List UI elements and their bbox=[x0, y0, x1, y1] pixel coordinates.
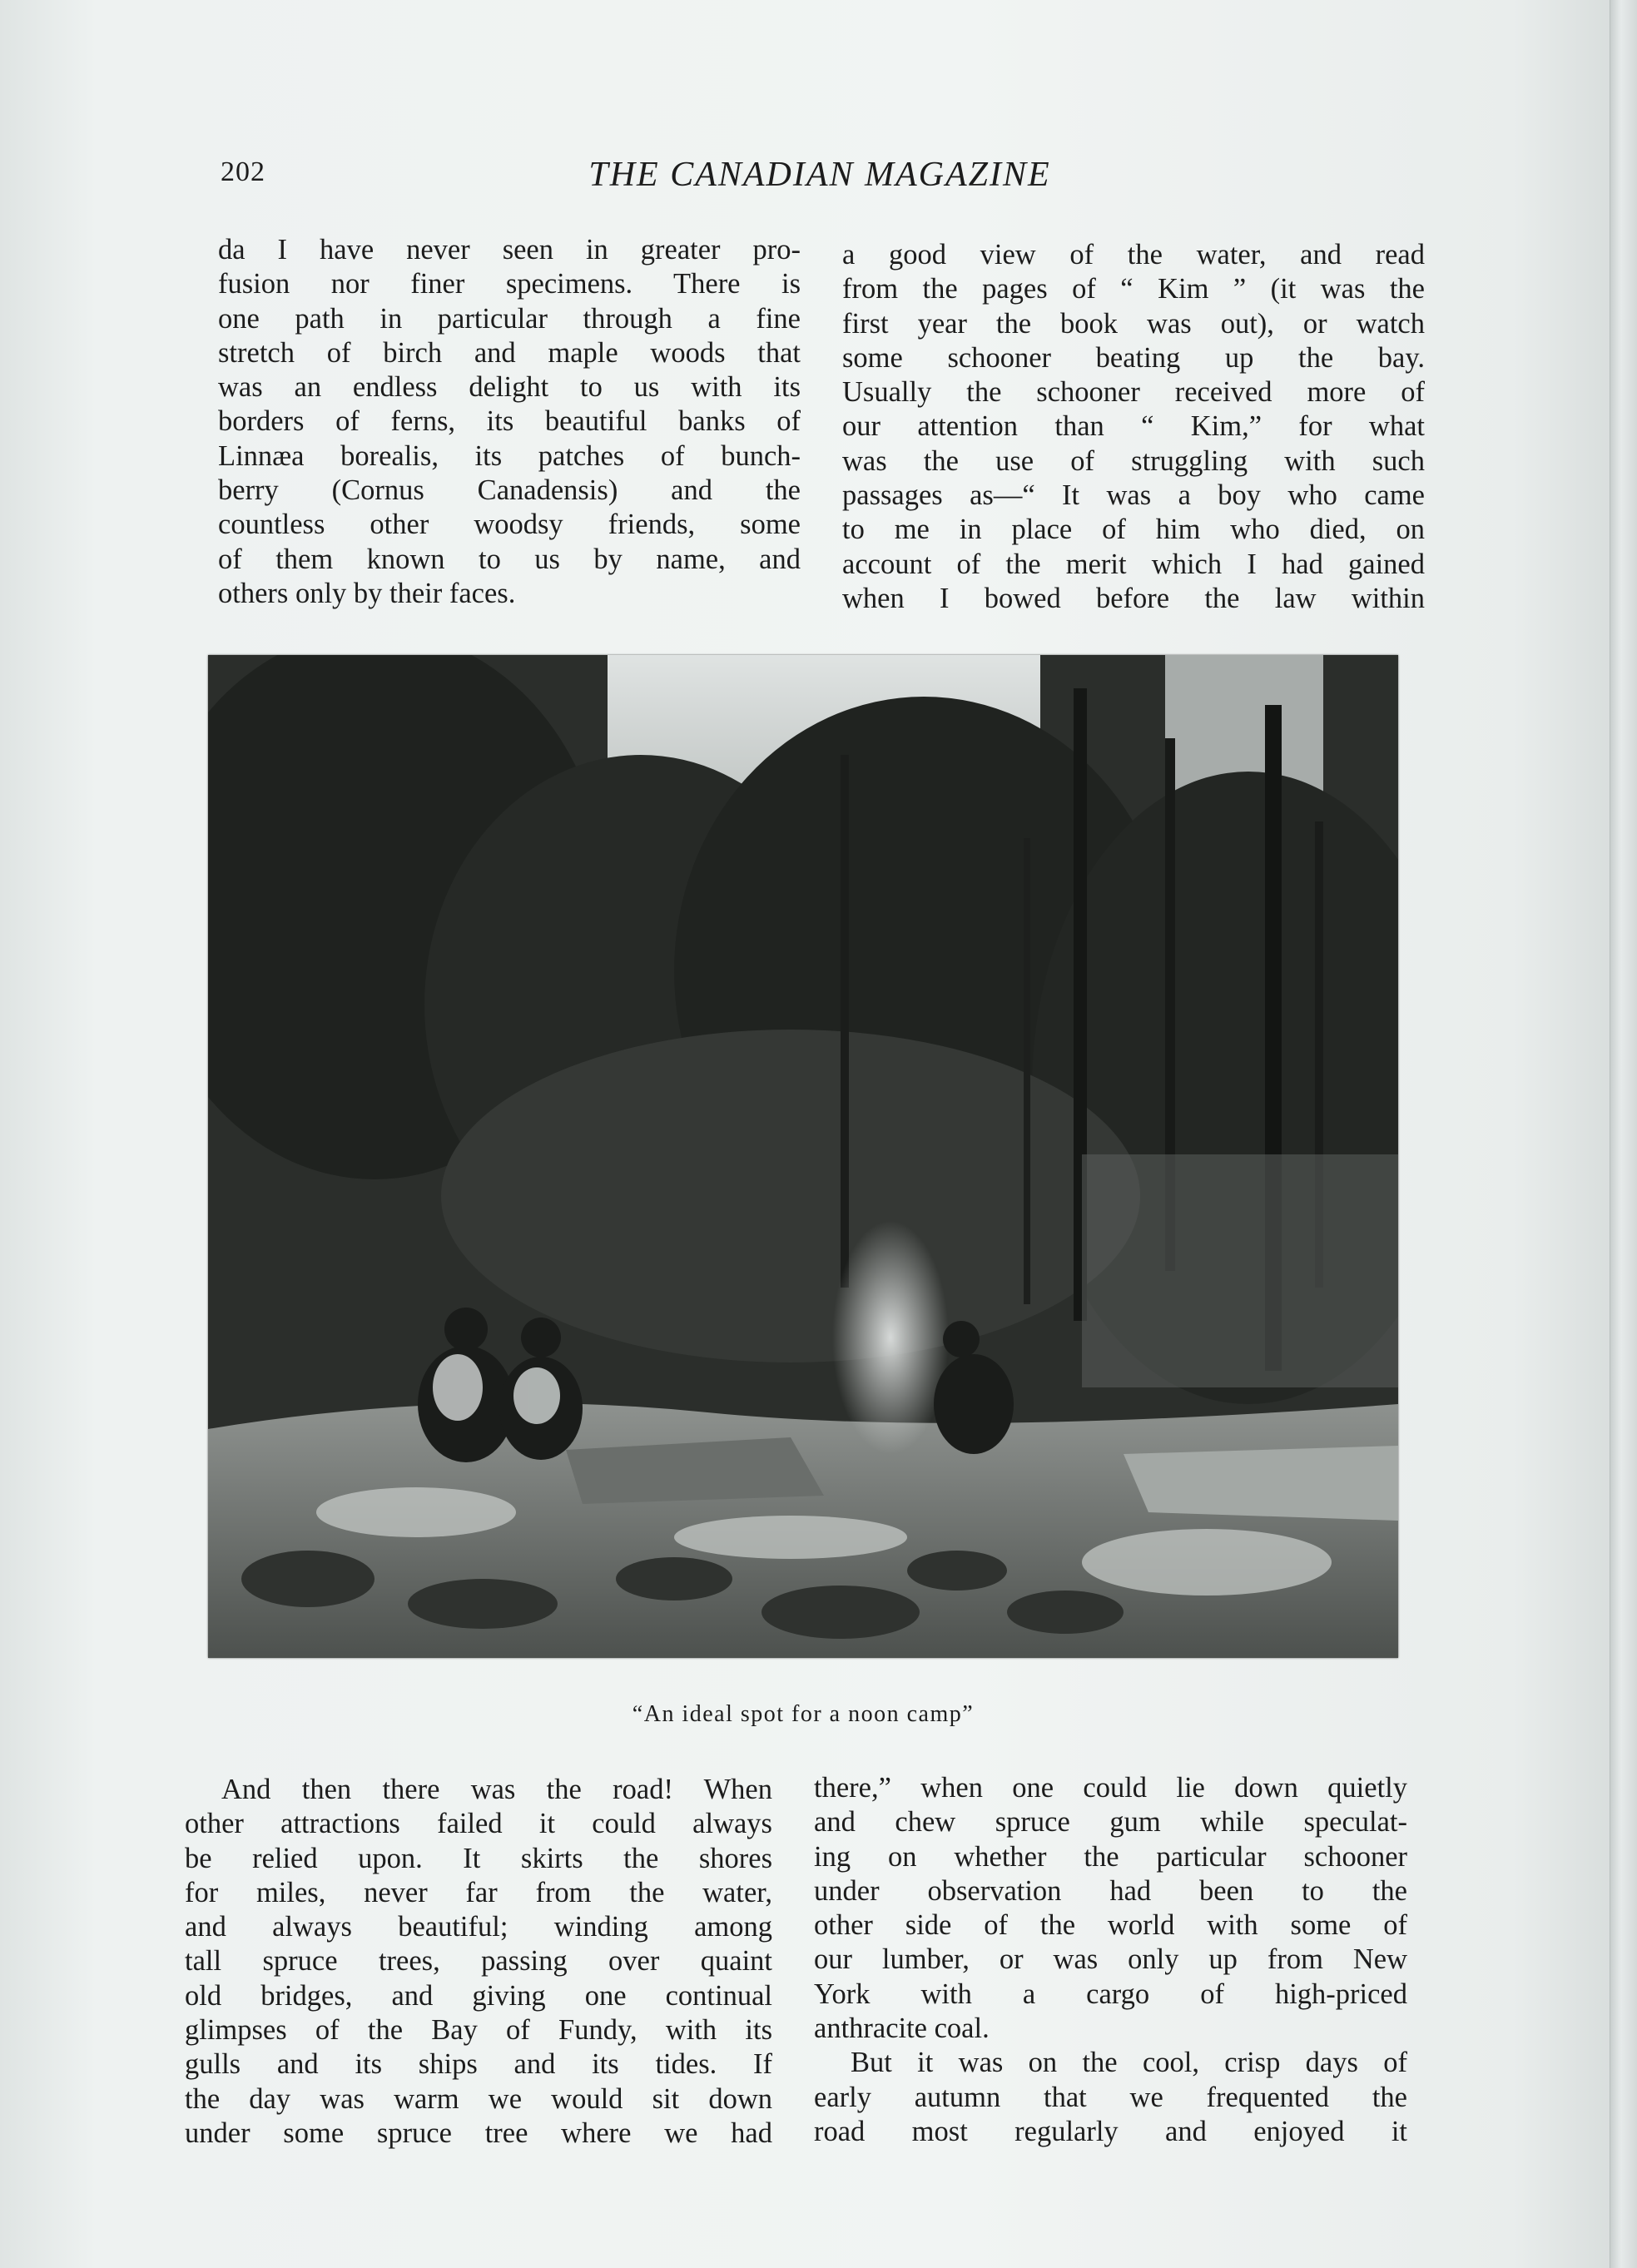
text-line: old bridges, and giving one continual bbox=[185, 1979, 772, 2012]
text-line: from the pages of “ Kim ” (it was the bbox=[842, 273, 1425, 305]
page-edge bbox=[1610, 0, 1637, 2268]
text-line: some schooner beating up the bay. bbox=[842, 341, 1425, 374]
photo-illustration bbox=[208, 655, 1398, 1658]
text-line: for miles, never far from the water, bbox=[185, 1876, 772, 1908]
text-line: other side of the world with some of bbox=[814, 1909, 1407, 1942]
text-line: our attention than “ Kim,” for what bbox=[842, 410, 1425, 443]
text-line: other attractions failed it could always bbox=[185, 1808, 772, 1840]
text-line: early autumn that we frequented the bbox=[814, 2081, 1407, 2113]
text-line: glimpses of the Bay of Fundy, with its bbox=[185, 2014, 772, 2047]
text-column-top-right bbox=[842, 238, 1425, 616]
text-line: berry (Cornus Canadensis) and the bbox=[218, 474, 801, 507]
text-column-bottom-right bbox=[814, 1771, 1407, 2149]
text-line: stretch of birch and maple woods that bbox=[218, 336, 801, 369]
photo-caption: “An ideal spot for a noon camp” bbox=[632, 1701, 975, 1727]
text-line: borders of ferns, its beautiful banks of bbox=[218, 405, 801, 438]
text-line: ing on whether the particular schooner bbox=[814, 1840, 1407, 1873]
text-line: and always beautiful; winding among bbox=[185, 1911, 772, 1943]
text-line: But it was on the cool, crisp days of bbox=[851, 2047, 1407, 2079]
running-title: THE CANADIAN MAGAZINE bbox=[588, 156, 1051, 194]
text-line: countless other woodsy friends, some bbox=[218, 509, 801, 541]
text-line: a good view of the water, and read bbox=[842, 239, 1425, 270]
text-column-top-left bbox=[218, 233, 801, 611]
text-line: account of the merit which I had gained bbox=[842, 548, 1425, 580]
photograph-noon-camp bbox=[208, 655, 1398, 1658]
text-line: when I bowed before the law within bbox=[842, 582, 1425, 614]
text-line: And then there was the road! When bbox=[221, 1774, 772, 1805]
text-line: and chew spruce gum while speculat- bbox=[814, 1806, 1407, 1839]
text-line: others only by their faces. bbox=[218, 577, 516, 609]
page-number: 202 bbox=[221, 156, 265, 187]
text-line: was an endless delight to us with its bbox=[218, 371, 801, 404]
text-line: one path in particular through a fine bbox=[218, 302, 801, 335]
text-line: passages as—“ It was a boy who came bbox=[842, 479, 1425, 512]
text-line: first year the book was out), or watch bbox=[842, 307, 1425, 340]
text-column-bottom-left bbox=[185, 1773, 772, 2151]
text-line: da I have never seen in greater pro- bbox=[218, 234, 801, 266]
text-line: Linnæa borealis, its patches of bunch- bbox=[218, 439, 801, 472]
text-line: anthracite coal. bbox=[814, 2012, 990, 2045]
text-line: under observation had been to the bbox=[814, 1874, 1407, 1907]
text-line: be relied upon. It skirts the shores bbox=[185, 1842, 772, 1874]
text-line: York with a cargo of high-priced bbox=[814, 1978, 1407, 2010]
text-line: road most regularly and enjoyed it bbox=[814, 2115, 1407, 2147]
text-line: under some spruce tree where we had bbox=[185, 2117, 772, 2149]
text-line: our lumber, or was only up from New bbox=[814, 1943, 1407, 1976]
text-line: was the use of struggling with such bbox=[842, 444, 1425, 477]
text-line: fusion nor finer specimens. There is bbox=[218, 268, 801, 300]
text-line: gulls and its ships and its tides. If bbox=[185, 2048, 772, 2081]
text-line: there,” when one could lie down quietly bbox=[814, 1772, 1407, 1804]
text-line: of them known to us by name, and bbox=[218, 543, 801, 575]
page-header bbox=[221, 155, 1419, 205]
text-line: Usually the schooner received more of bbox=[842, 376, 1425, 409]
text-line: the day was warm we would sit down bbox=[185, 2082, 772, 2115]
text-line: to me in place of him who died, on bbox=[842, 514, 1425, 546]
text-line: tall spruce trees, passing over quaint bbox=[185, 1945, 772, 1978]
